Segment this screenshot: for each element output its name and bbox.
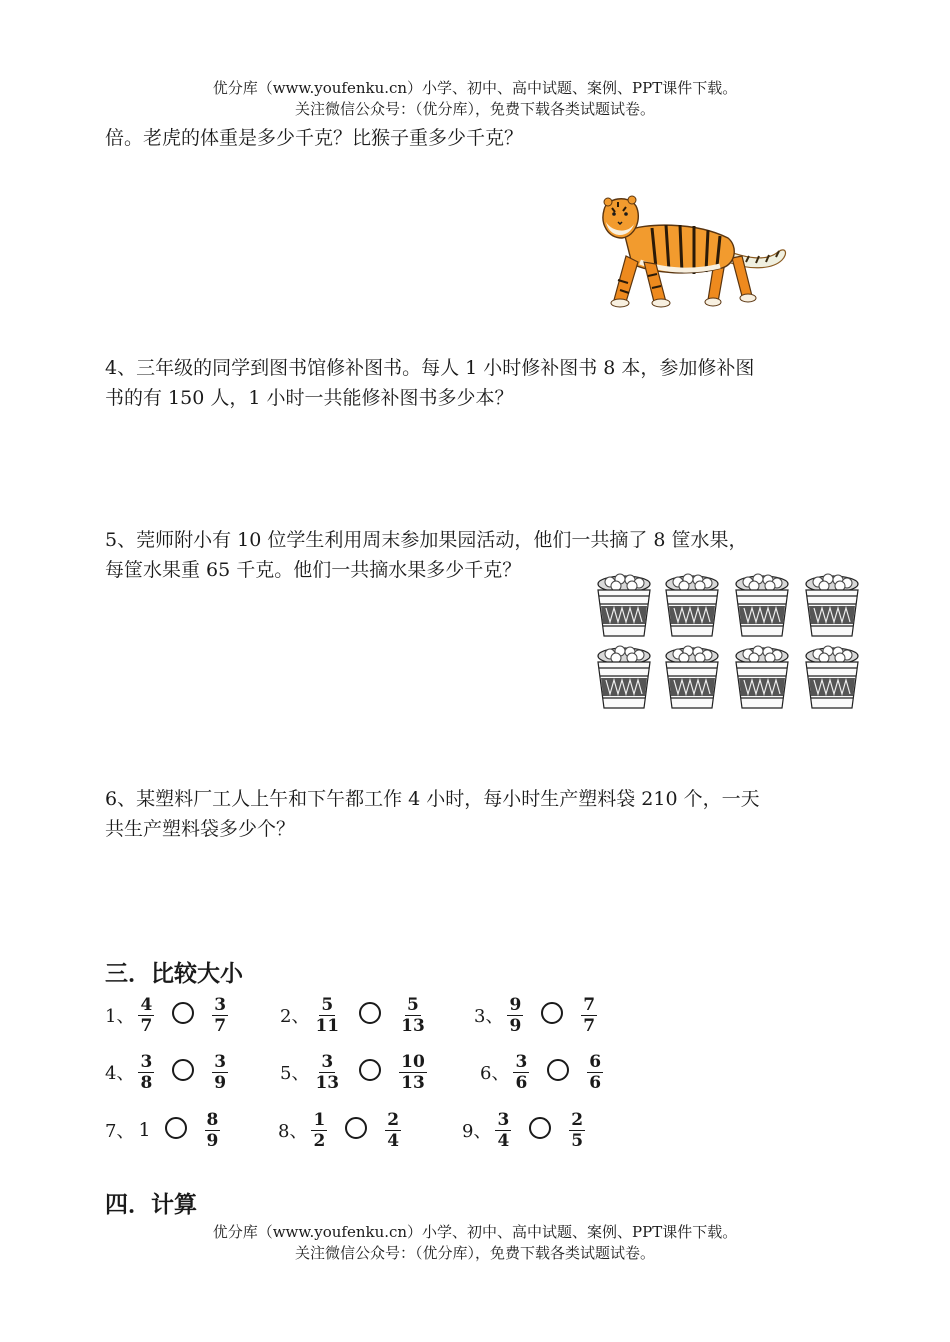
tiger-illustration [596, 192, 791, 317]
fraction: $\frac{3}{9}$ [214, 1051, 227, 1093]
section-3-title: 三．比较大小 [105, 961, 243, 987]
fraction: $\frac{3}{6}$ [515, 1051, 528, 1093]
compare-circle[interactable] [529, 1117, 551, 1139]
compare-item: 5、 $\frac{3}{13}$ $\frac{10}{13}$ [280, 1051, 425, 1093]
compare-item: 6、 $\frac{3}{6}$ $\frac{6}{6}$ [480, 1051, 602, 1093]
fraction: $\frac{4}{7}$ [140, 994, 153, 1036]
fruit-baskets [594, 570, 864, 715]
compare-circle[interactable] [165, 1117, 187, 1139]
section-4-title: 四．计算 [105, 1192, 197, 1218]
fraction: $\frac{7}{7}$ [583, 994, 596, 1036]
compare-item: 3、 $\frac{9}{9}$ $\frac{7}{7}$ [474, 994, 596, 1036]
fraction: $\frac{3}{13}$ [315, 1051, 340, 1093]
compare-item: 2、 $\frac{5}{11}$ $\frac{5}{13}$ [280, 994, 425, 1036]
compare-circle[interactable] [172, 1059, 194, 1081]
problem-4-line-2: 书的有 150 人，1 小时一共能修补图书多少本？ [105, 387, 514, 409]
problem-5-line-1: 5、莞师附小有 10 位学生利用周末参加果园活动，他们一共摘了 8 筐水果， [105, 529, 748, 551]
fraction: $\frac{2}{5}$ [571, 1109, 584, 1151]
compare-item: 4、 $\frac{3}{8}$ $\frac{3}{9}$ [105, 1051, 227, 1093]
fraction: $\frac{1}{2}$ [313, 1109, 326, 1151]
compare-circle[interactable] [359, 1002, 381, 1024]
problem-6-line-1: 6、某塑料厂工人上午和下午都工作 4 小时，每小时生产塑料袋 210 个，一天 [105, 788, 760, 810]
fraction: $\frac{8}{9}$ [206, 1109, 219, 1151]
footer-line-1: 优分库（www.youfenku.cn）小学、初中、高中试题、案例、PPT课件下载。 [212, 1223, 738, 1241]
fraction: $\frac{3}{4}$ [497, 1109, 510, 1151]
fraction: $\frac{6}{6}$ [589, 1051, 602, 1093]
compare-item: 8、 $\frac{1}{2}$ $\frac{2}{4}$ [278, 1109, 400, 1151]
fraction: $\frac{10}{13}$ [401, 1051, 425, 1093]
fraction: $\frac{5}{13}$ [401, 994, 425, 1036]
fraction: $\frac{5}{11}$ [315, 994, 340, 1036]
compare-circle[interactable] [172, 1002, 194, 1024]
compare-circle[interactable] [359, 1059, 381, 1081]
compare-item: 9、 $\frac{3}{4}$ $\frac{2}{5}$ [462, 1109, 584, 1151]
compare-circle[interactable] [345, 1117, 367, 1139]
header-line-2: 关注微信公众号：（优分库），免费下载各类试题试卷。 [294, 100, 655, 118]
problem-5-line-2: 每筐水果重 65 千克。他们一共摘水果多少千克？ [105, 559, 522, 581]
footer-line-2: 关注微信公众号：（优分库），免费下载各类试题试卷。 [294, 1244, 655, 1262]
whole-number: 1 [138, 1119, 151, 1141]
compare-circle[interactable] [547, 1059, 569, 1081]
problem-3-tail: 倍。老虎的体重是多少千克？比猴子重多少千克？ [105, 127, 524, 149]
compare-circle[interactable] [541, 1002, 563, 1024]
fraction: $\frac{2}{4}$ [387, 1109, 400, 1151]
fraction: $\frac{9}{9}$ [509, 994, 522, 1036]
fraction: $\frac{3}{8}$ [140, 1051, 153, 1093]
compare-item: 7、 1 $\frac{8}{9}$ [105, 1109, 219, 1151]
compare-item: 1、 $\frac{4}{7}$ $\frac{3}{7}$ [105, 994, 227, 1036]
header-line-1: 优分库（www.youfenku.cn）小学、初中、高中试题、案例、PPT课件下载。 [212, 79, 738, 97]
problem-4-line-1: 4、三年级的同学到图书馆修补图书。每人 1 小时修补图书 8 本，参加修补图 [105, 357, 755, 379]
fraction: $\frac{3}{7}$ [214, 994, 227, 1036]
problem-6-line-2: 共生产塑料袋多少个？ [105, 818, 296, 840]
